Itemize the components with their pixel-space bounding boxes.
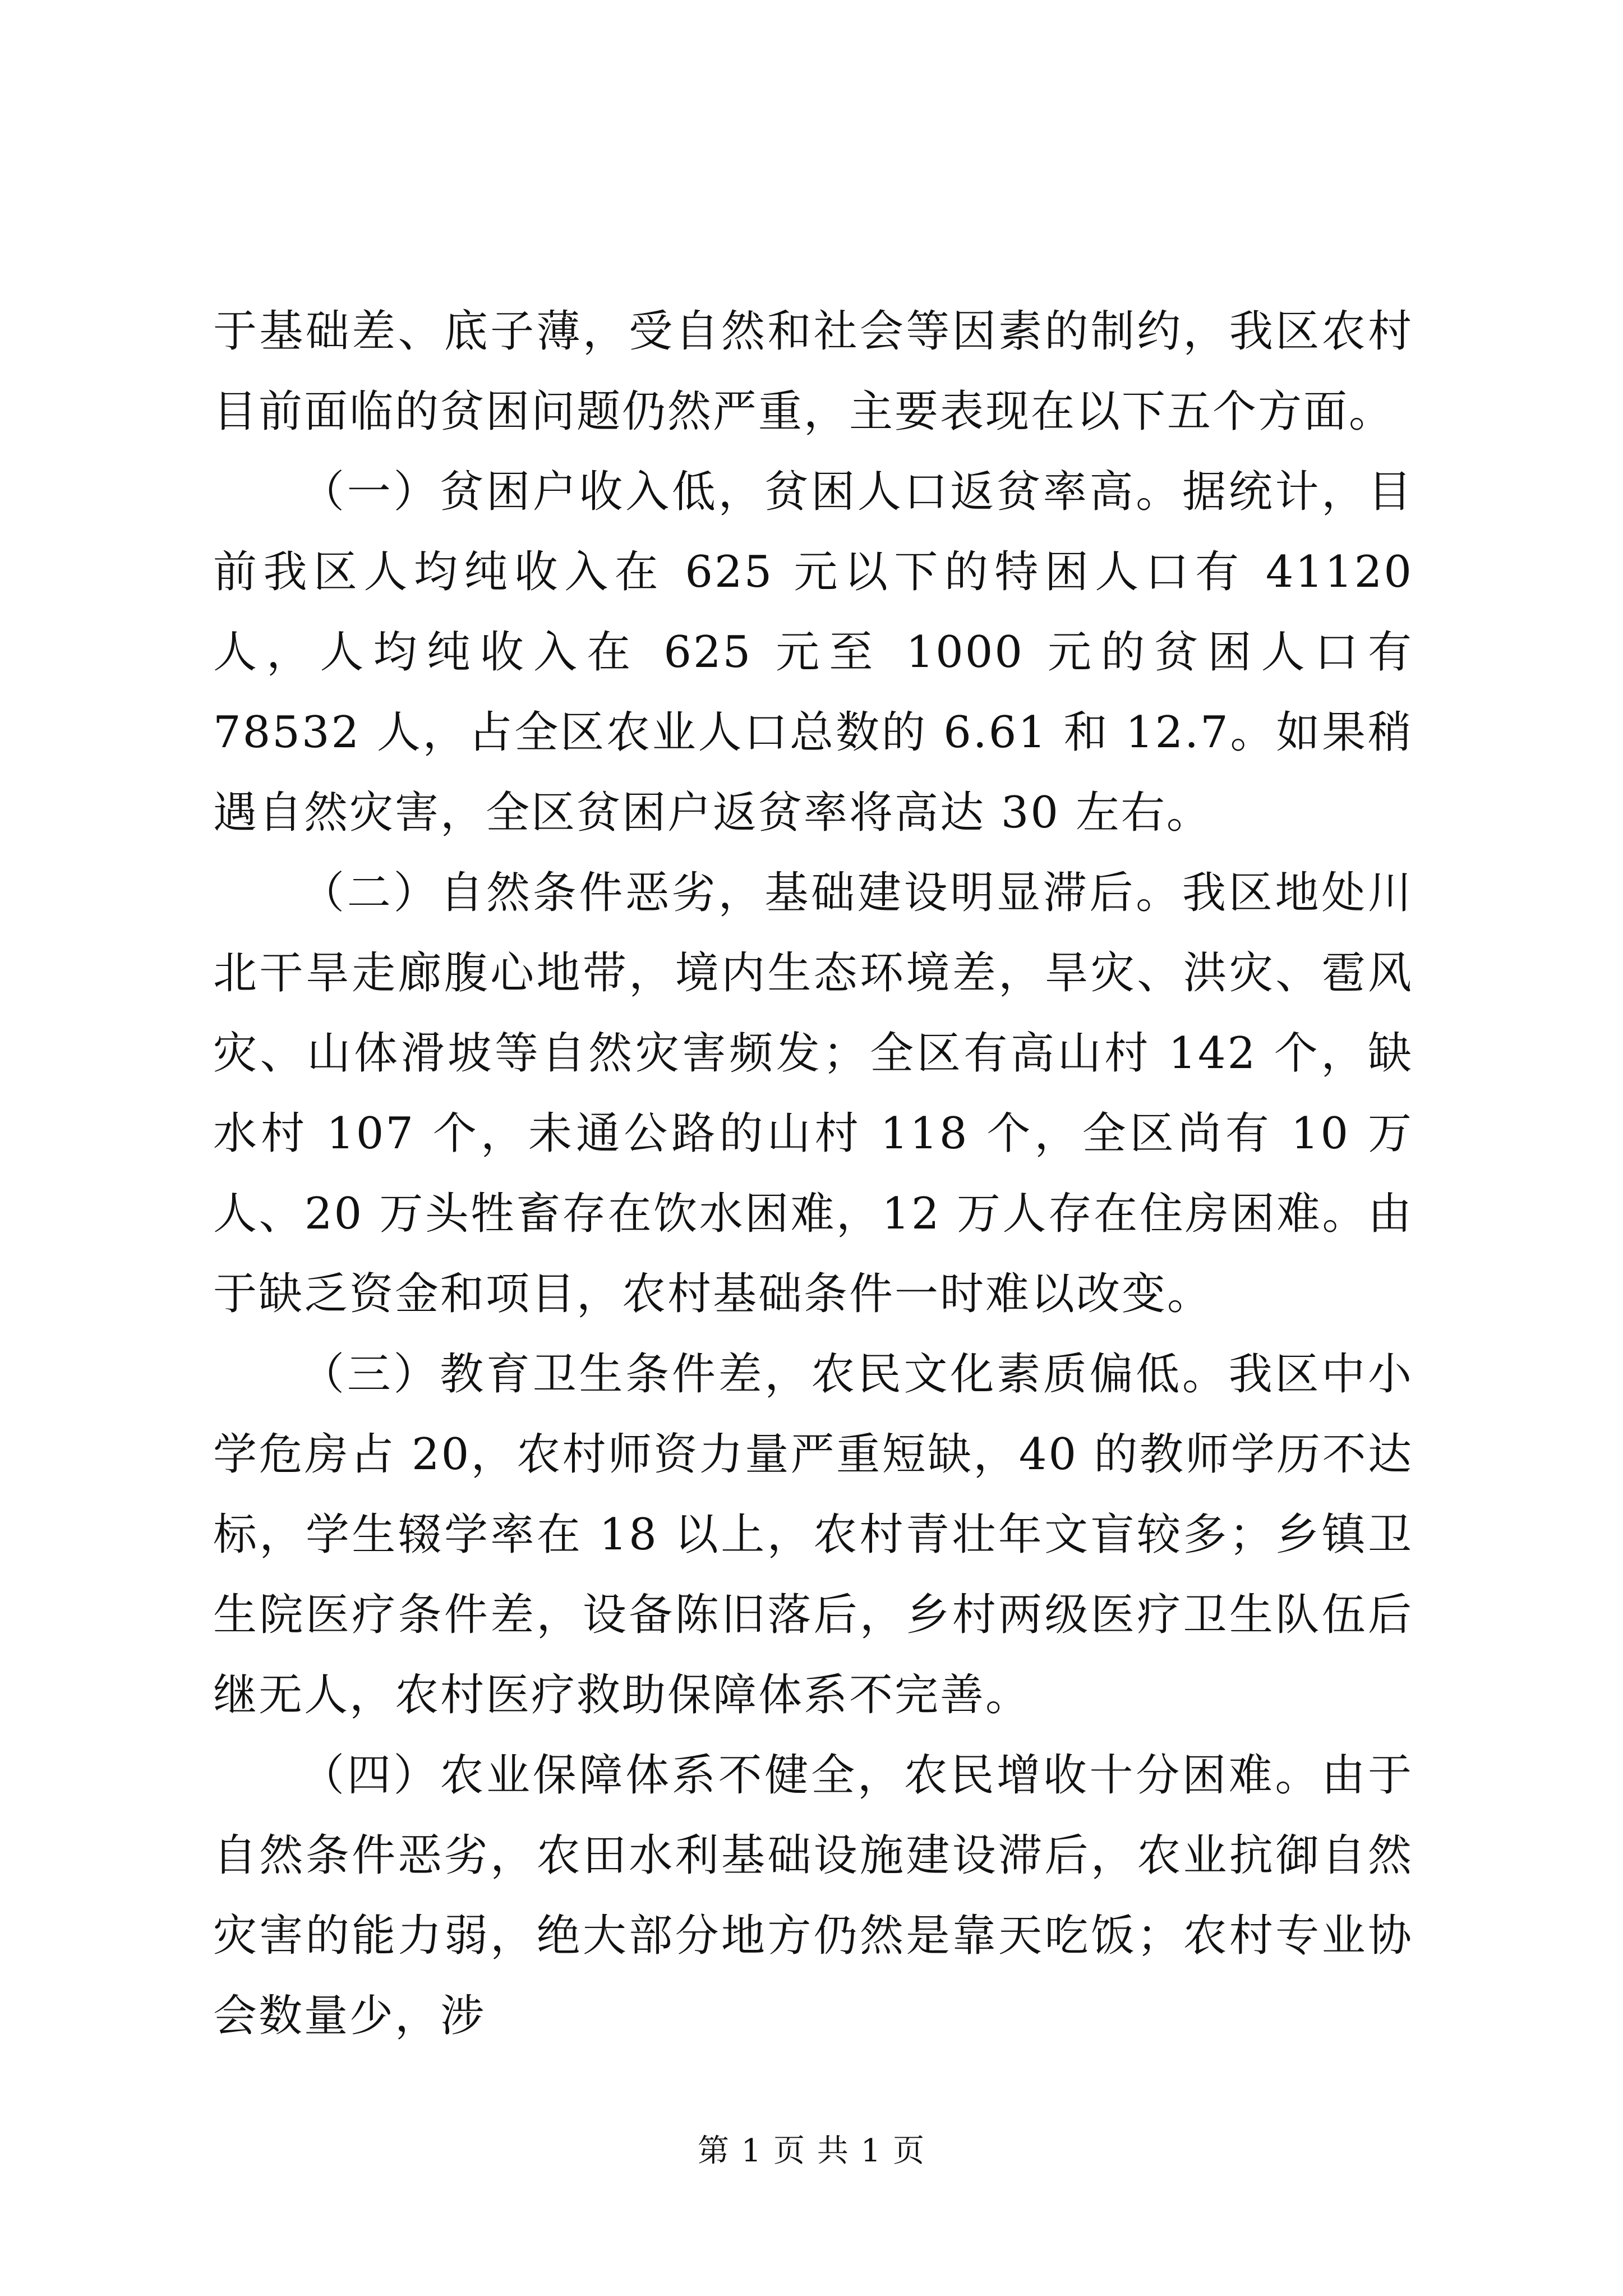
- paragraph-section-4: （四）农业保障体系不健全，农民增收十分困难。由于自然条件恶劣，农田水利基础设施建设滞后，农业抗御自然灾害的能力弱，绝大部分地方仍然是靠天吃饭；农村专业协会数量少，涉: [213, 1750, 1413, 2041]
- paragraph-section-1: （一）贫困户收入低，贫困人口返贫率高。据统计，目前我区人均纯收入在 625 元以下的特困人口有 41120 人，人均纯收入在 625 元至 1000 元的贫困人口有 78532 人，占全区农业人口总数的 6.61 和 12.7。如果稍遇自然灾害，全区贫困户返贫率将高达 30 左右。: [213, 467, 1413, 838]
- paragraph-intro: 于基础差、底子薄，受自然和社会等因素的制约，我区农村目前面临的贫困问题仍然严重，主要表现在以下五个方面。: [213, 306, 1413, 437]
- page-number-footer: 第 1 页 共 1 页: [697, 2133, 926, 2169]
- paragraph-section-3: （三）教育卫生条件差，农民文化素质偏低。我区中小学危房占 20，农村师资力量严重短缺，40 的教师学历不达标，学生辍学率在 18 以上，农村青壮年文盲较多；乡镇卫生院医疗条件差，设备陈旧落后，乡村两级医疗卫生队伍后继无人，农村医疗救助保障体系不完善。: [213, 1349, 1413, 1720]
- paragraph-section-2: （二）自然条件恶劣，基础建设明显滞后。我区地处川北干旱走廊腹心地带，境内生态环境差，旱灾、洪灾、雹风灾、山体滑坡等自然灾害频发；全区有高山村 142 个，缺水村 107 个，未通公路的山村 118 个，全区尚有 10 万人、20 万头牲畜存在饮水困难，12 万人存在住房困难。由于缺乏资金和项目，农村基础条件一时难以改变。: [213, 868, 1413, 1319]
- document-body: [213, 292, 1413, 2056]
